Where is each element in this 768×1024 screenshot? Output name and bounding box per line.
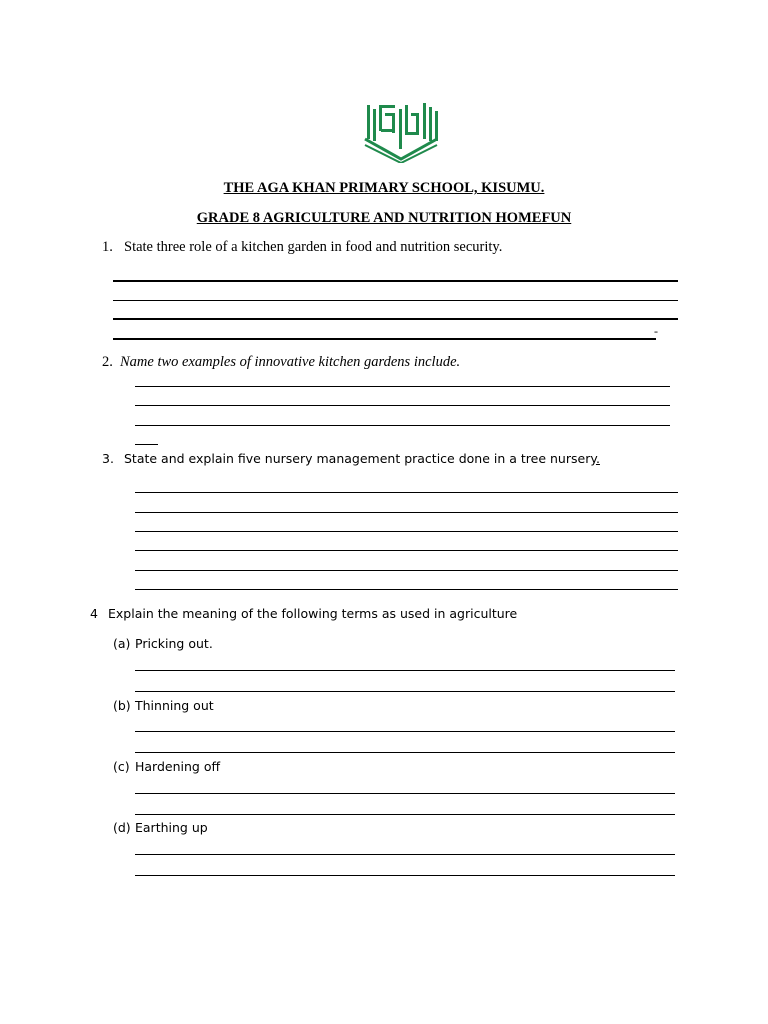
subject-title: GRADE 8 AGRICULTURE AND NUTRITION HOMEFUN	[196, 210, 572, 226]
answer-line	[135, 691, 675, 692]
question-3-text-body: State and explain five nursery management practice done in a tree nursery	[124, 451, 596, 466]
answer-line	[113, 280, 678, 282]
answer-line	[135, 589, 678, 590]
question-1-text: State three role of a kitchen garden in food and nutrition security.	[124, 239, 503, 255]
answer-line	[135, 570, 678, 571]
part-d-label: (d)	[113, 820, 131, 835]
question-3-text	[124, 451, 600, 466]
part-d-text: Earthing up	[135, 820, 208, 835]
question-3-number: 3.	[102, 451, 114, 466]
answer-line	[135, 531, 678, 532]
answer-line	[135, 444, 158, 445]
question-2-text: Name two examples of innovative kitchen gardens include.	[120, 354, 461, 370]
answer-line	[135, 854, 675, 855]
part-a-label: (a)	[113, 636, 131, 651]
question-3-text-end: .	[595, 451, 600, 466]
question-1-trail-mark: -	[654, 324, 658, 338]
answer-line	[135, 405, 670, 406]
answer-line	[135, 875, 675, 876]
answer-line	[135, 550, 678, 551]
question-4-number: 4	[90, 606, 98, 621]
question-2-number: 2.	[102, 354, 113, 370]
answer-line	[135, 670, 675, 671]
part-c-text: Hardening off	[135, 759, 221, 774]
question-4-text: Explain the meaning of the following terms as used in agriculture	[108, 606, 518, 621]
answer-line	[113, 338, 656, 340]
question-1-number: 1.	[102, 239, 113, 255]
answer-line	[135, 793, 675, 794]
answer-line	[135, 512, 678, 513]
answer-line	[135, 814, 675, 815]
answer-line	[135, 386, 670, 387]
part-b-text: Thinning out	[135, 698, 214, 713]
answer-line	[113, 318, 678, 320]
answer-line	[135, 425, 670, 426]
part-b-label: (b)	[113, 698, 131, 713]
answer-line	[113, 300, 678, 301]
answer-line	[135, 492, 678, 493]
part-a-text: Pricking out.	[135, 636, 213, 651]
part-c-label: (c)	[113, 759, 130, 774]
answer-line	[135, 731, 675, 732]
school-logo-icon	[361, 99, 441, 163]
school-title: THE AGA KHAN PRIMARY SCHOOL, KISUMU.	[223, 180, 545, 196]
answer-line	[135, 752, 675, 753]
